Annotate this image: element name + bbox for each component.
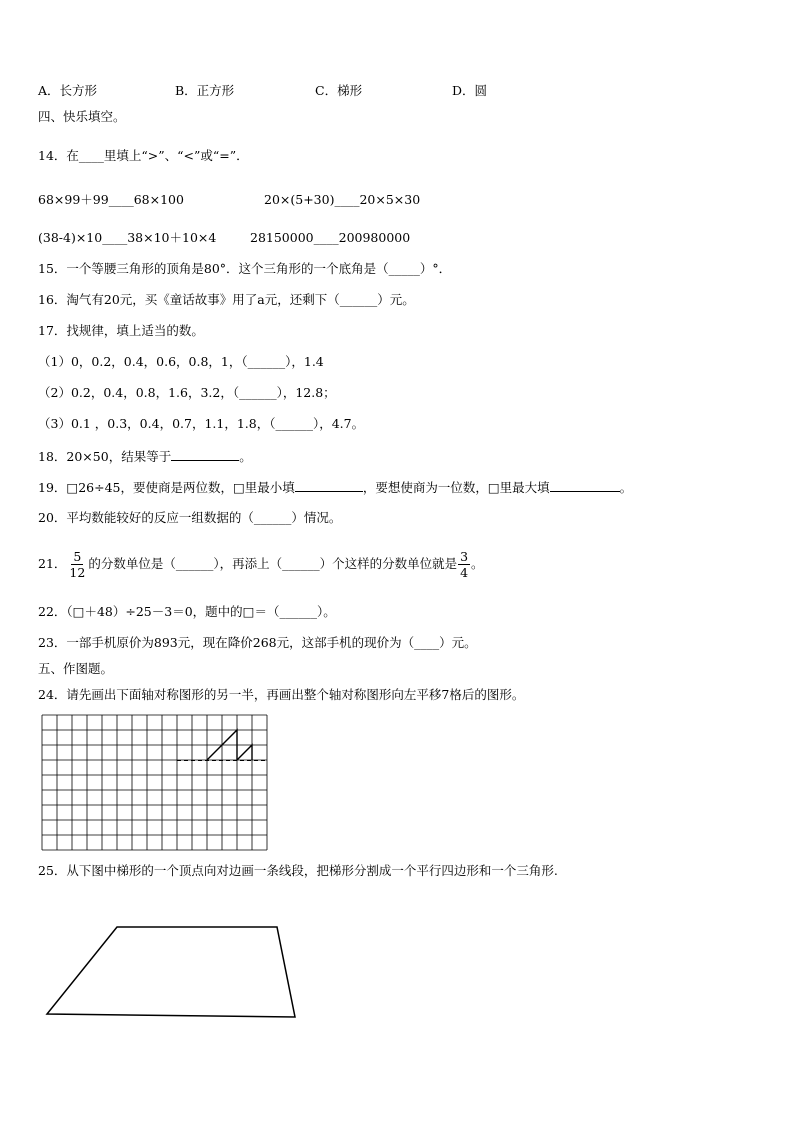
q19-text-a: 19．□26÷45，要使商是两位数，□里最小填 (38, 480, 295, 495)
q19-text-b: ，要想使商为一位数，□里最大填 (362, 480, 550, 495)
fraction-denominator: 12 (69, 565, 86, 580)
q14-row2-left: (38-4)×10____38×10＋10×4 (38, 230, 217, 245)
option-b: B．正方形 (175, 83, 235, 98)
option-a: A．长方形 (38, 83, 98, 98)
q24: 24．请先画出下面轴对称图形的另一半，再画出整个轴对称图形向左平移7格后的图形。 (38, 687, 525, 702)
q22: 22．（□＋48）÷25－3＝0，题中的□＝（______）。 (38, 604, 336, 619)
q17-part3: （3）0.1 ，0.3，0.4，0.7，1.1，1.8，（______），4.7。 (38, 416, 365, 431)
q14-row2-right: 28150000____200980000 (250, 230, 411, 245)
q21-number: 21． (38, 556, 67, 571)
q14-stem: 14．在____里填上“>”、“<”或“=”． (38, 148, 249, 163)
q20: 20．平均数能较好的反应一组数据的（______）情况。 (38, 510, 342, 525)
q21-text: 的分数单位是（______），再添上（______）个这样的分数单位就是 (88, 556, 458, 571)
section-four-heading: 四、快乐填空。 (38, 109, 126, 124)
option-d: D．圆 (452, 83, 488, 98)
fraction-numerator: 5 (73, 549, 82, 564)
q16: 16．淘气有20元，买《童话故事》用了a元，还剩下（______）元。 (38, 292, 415, 307)
q21-end: 。 (471, 556, 484, 571)
section-five-heading: 五、作图题。 (38, 661, 114, 676)
q14-row1-left: 68×99＋99____68×100 (38, 192, 184, 207)
q17-part1: （1）0，0.2，0.4，0.6，0.8，1，（______），1.4 (38, 354, 324, 369)
q15: 15．一个等腰三角形的顶角是80°．这个三角形的一个底角是（_____）°． (38, 261, 452, 276)
q18-end: 。 (239, 449, 252, 464)
trapezoid-shape (47, 927, 295, 1017)
q17-stem: 17．找规律，填上适当的数。 (38, 323, 204, 338)
q17-part2: （2）0.2，0.4，0.8，1.6，3.2，（______），12.8； (38, 385, 336, 400)
option-c: C．梯形 (315, 83, 363, 98)
q14-row1-right: 20×(5+30)____20×5×30 (264, 192, 421, 207)
fraction-numerator: 3 (460, 549, 469, 564)
q18-text: 18．20×50，结果等于 (38, 449, 172, 464)
q23: 23．一部手机原价为893元，现在降价268元，这部手机的现价为（____）元。 (38, 635, 477, 650)
q19-end: 。 (619, 480, 633, 495)
q25: 25．从下图中梯形的一个顶点向对边画一条线段，把梯形分割成一个平行四边形和一个三角形. (38, 863, 558, 878)
fraction-denominator: 4 (460, 565, 469, 580)
